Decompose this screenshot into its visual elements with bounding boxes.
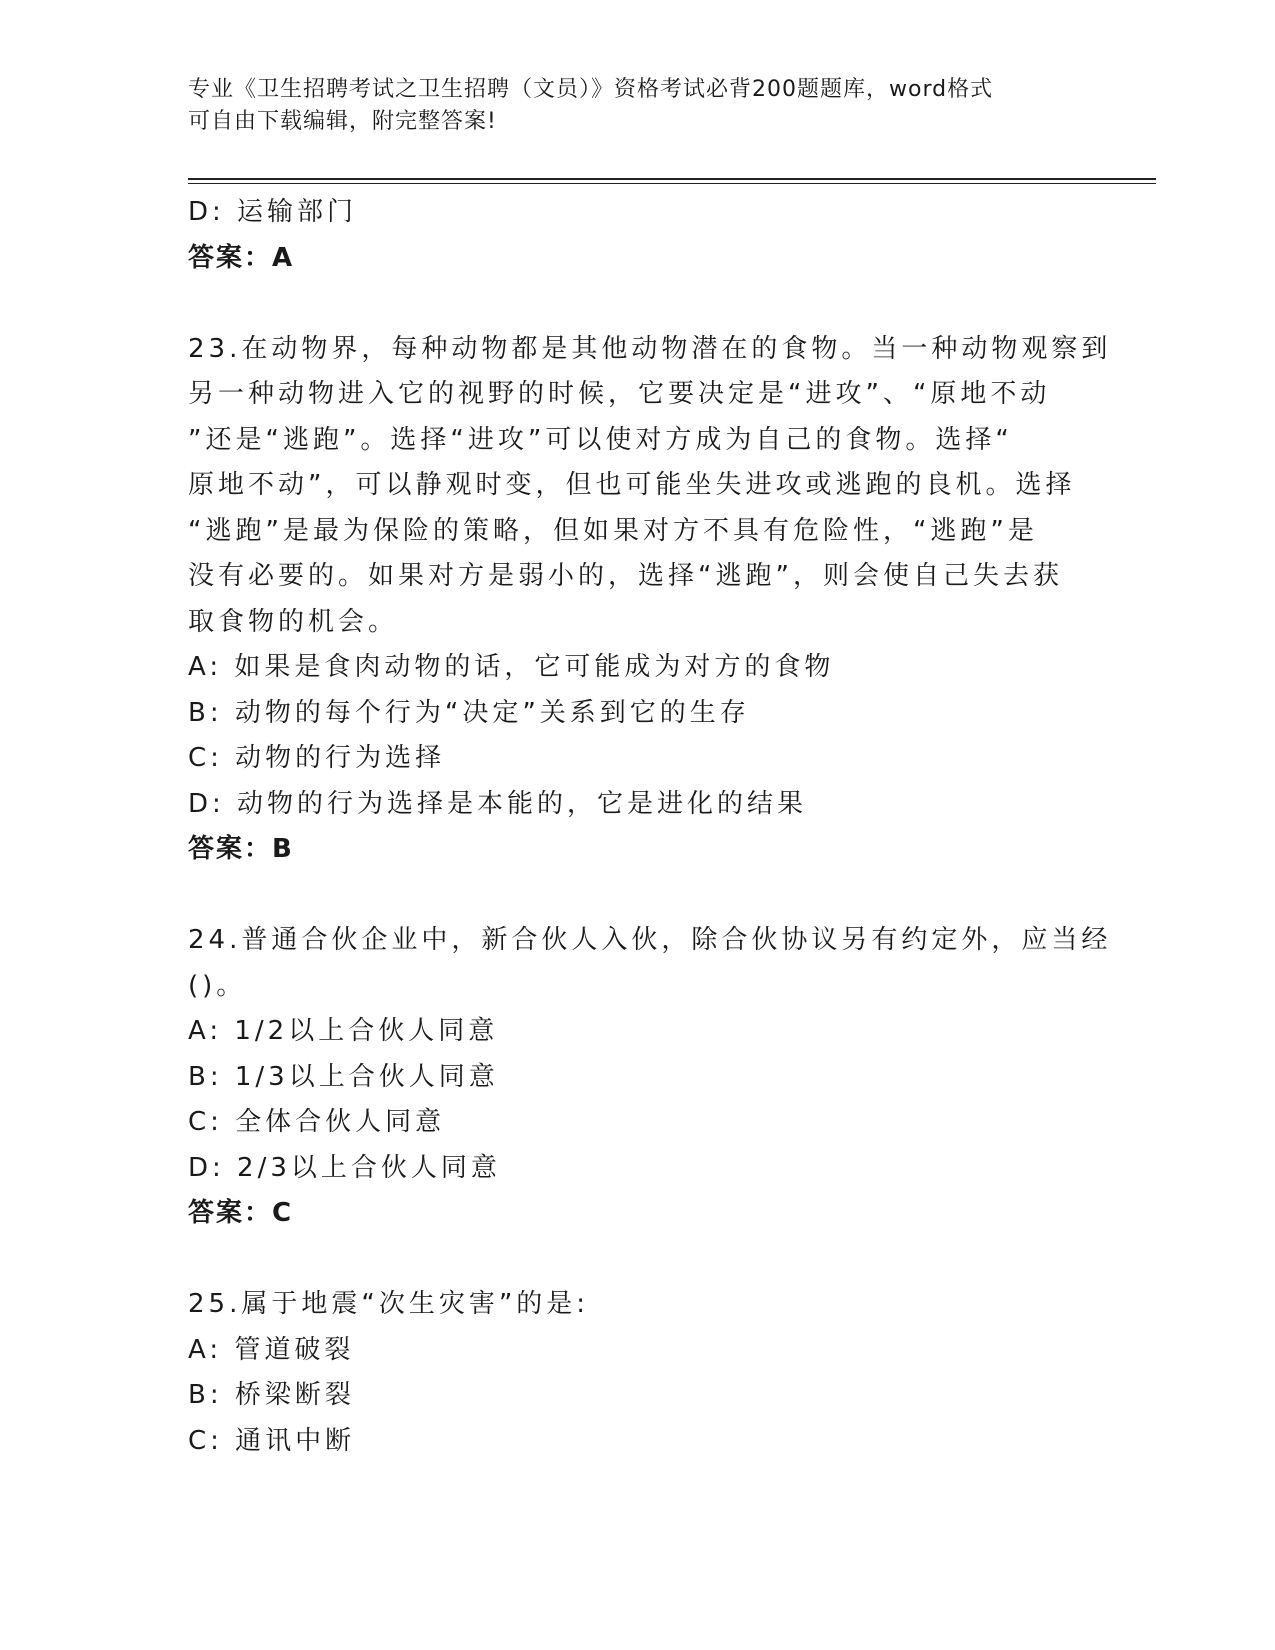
question-text-line: 24.普通合伙企业中，新合伙人入伙，除合伙协议另有约定外，应当经 [188, 925, 1112, 955]
answer: 答案：C [188, 1198, 294, 1228]
option-b: B: 桥梁断裂 [188, 1380, 355, 1410]
question-text-line: 另一种动物进入它的视野的时候，它要决定是“进攻”、“原地不动 [188, 379, 1051, 409]
header-divider-thin [188, 183, 1156, 184]
question-23 [188, 327, 1112, 873]
header-title-line-1: 专业《卫生招聘考试之卫生招聘（文员）》资格考试必背200题题库，word格式 [188, 77, 994, 102]
option-c: C: 动物的行为选择 [188, 743, 446, 773]
question-text-line: 23.在动物界，每种动物都是其他动物潜在的食物。当一种动物观察到 [188, 333, 1112, 364]
question-text-line: 没有必要的。如果对方是弱小的，选择“逃跑”，则会使自己失去获 [188, 561, 1063, 591]
option-c: C: 通讯中断 [188, 1425, 356, 1456]
header-title-line-2: 可自由下载编辑，附完整答案! [188, 109, 497, 134]
option-a: A: 1/2以上合伙人同意 [188, 1016, 499, 1046]
document-header [188, 74, 1088, 138]
prev-answer: 答案：A [188, 242, 295, 273]
question-text-line: “逃跑”是最为保险的策略，但如果对方不具有危险性，“逃跑”是 [188, 515, 1038, 546]
spacer [188, 281, 1088, 327]
question-24 [188, 918, 1112, 1237]
prev-option-d: D: 运输部门 [188, 197, 358, 227]
option-d: D: 动物的行为选择是本能的，它是进化的结果 [188, 788, 808, 819]
document-body [188, 190, 1112, 1464]
option-b: B: 动物的每个行为“决定”关系到它的生存 [188, 697, 750, 728]
question-text-line: ”还是“逃跑”。选择“进攻”可以使对方成为自己的食物。选择“ [188, 424, 1013, 455]
option-b: B: 1/3以上合伙人同意 [188, 1061, 499, 1092]
question-text-line: 原地不动”，可以静观时变，但也可能坐失进攻或逃跑的良机。选择 [188, 470, 1076, 500]
header-divider-thick [188, 178, 1156, 180]
spacer [188, 1237, 1088, 1283]
option-d: D: 2/3以上合伙人同意 [188, 1152, 501, 1183]
option-a: A: 管道破裂 [188, 1334, 355, 1365]
option-a: A: 如果是食肉动物的话，它可能成为对方的食物 [188, 652, 835, 682]
question-text-line: ()。 [188, 970, 247, 1001]
question-25 [188, 1282, 1088, 1464]
spacer [188, 873, 1088, 919]
option-c: C: 全体合伙人同意 [188, 1107, 446, 1137]
answer: 答案：B [188, 834, 294, 864]
question-text-line: 取食物的机会。 [188, 606, 399, 637]
question-text-line: 25.属于地震“次生灾害”的是: [188, 1289, 590, 1319]
